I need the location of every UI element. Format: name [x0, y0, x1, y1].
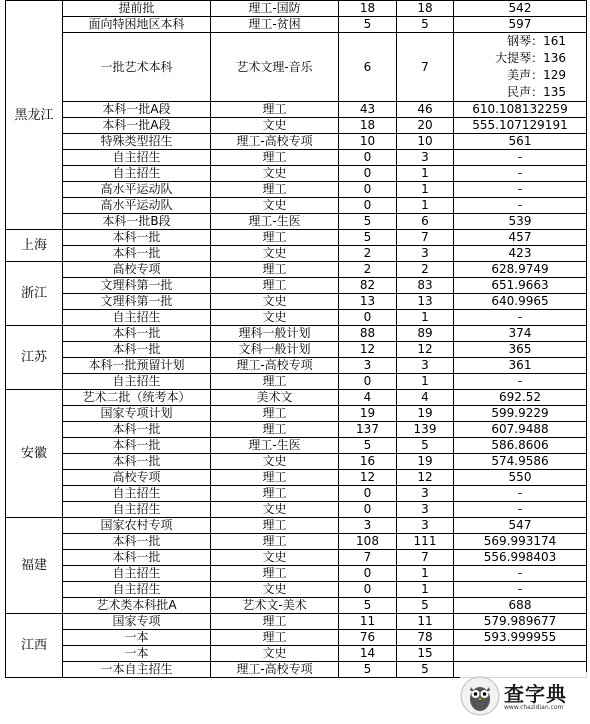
admitted-count-cell: 4 — [397, 390, 454, 406]
subject-cell: 文史 — [211, 118, 339, 134]
batch-cell: 本科一批 — [63, 246, 211, 262]
subject-cell: 文史 — [211, 198, 339, 214]
plan-count-cell: 5 — [339, 214, 397, 230]
admitted-count-cell: 1 — [397, 182, 454, 198]
admitted-count-cell: 6 — [397, 214, 454, 230]
plan-count-cell: 0 — [339, 198, 397, 214]
admitted-count-cell: 7 — [397, 33, 454, 102]
subject-cell: 理工 — [211, 150, 339, 166]
plan-count-cell: 0 — [339, 582, 397, 598]
min-score-cell: 692.52 — [454, 390, 587, 406]
batch-cell: 一本 — [63, 630, 211, 646]
min-score-cell: 561 — [454, 134, 587, 150]
admitted-count-cell: 3 — [397, 358, 454, 374]
plan-count-cell: 0 — [339, 486, 397, 502]
table-row — [6, 17, 587, 33]
min-score-cell: 550 — [454, 470, 587, 486]
batch-cell: 本科一批B段 — [63, 214, 211, 230]
plan-count-cell: 43 — [339, 102, 397, 118]
table-row — [6, 214, 587, 230]
subject-cell: 文史 — [211, 246, 339, 262]
subject-cell: 艺术文-美术 — [211, 598, 339, 614]
admitted-count-cell: 89 — [397, 326, 454, 342]
subject-cell: 理工 — [211, 230, 339, 246]
batch-cell: 自主招生 — [63, 486, 211, 502]
plan-count-cell: 5 — [339, 662, 397, 678]
batch-cell: 艺术类本科批A — [63, 598, 211, 614]
min-score-cell: - — [454, 310, 587, 326]
admitted-count-cell: 19 — [397, 454, 454, 470]
admitted-count-cell: 19 — [397, 406, 454, 422]
table-row — [6, 134, 587, 150]
score-line: 钢琴：161 — [507, 34, 566, 48]
batch-cell: 本科一批A段 — [63, 118, 211, 134]
subject-cell: 艺术文理-音乐 — [211, 33, 339, 102]
min-score-cell: 374 — [454, 326, 587, 342]
watermark-url: www.chazidian.com — [504, 704, 564, 711]
min-score-cell: 610.108132259 — [454, 102, 587, 118]
min-score-cell — [454, 646, 587, 662]
plan-count-cell: 14 — [339, 646, 397, 662]
batch-cell: 自主招生 — [63, 502, 211, 518]
admitted-count-cell: 3 — [397, 246, 454, 262]
table-row — [6, 550, 587, 566]
admitted-count-cell: 7 — [397, 550, 454, 566]
batch-cell: 高水平运动队 — [63, 198, 211, 214]
subject-cell: 理工-生医 — [211, 438, 339, 454]
min-score-cell: - — [454, 582, 587, 598]
min-score-cell: 423 — [454, 246, 587, 262]
admitted-count-cell: 1 — [397, 582, 454, 598]
subject-cell: 理工-生医 — [211, 214, 339, 230]
table-row — [6, 534, 587, 550]
subject-cell: 文科一般计划 — [211, 342, 339, 358]
subject-cell: 理工 — [211, 534, 339, 550]
subject-cell: 理工-高校专项 — [211, 134, 339, 150]
min-score-cell: 542 — [454, 1, 587, 17]
admitted-count-cell: 1 — [397, 310, 454, 326]
subject-cell: 理科一般计划 — [211, 326, 339, 342]
subject-cell: 理工 — [211, 102, 339, 118]
min-score-cell: - — [454, 166, 587, 182]
subject-cell: 文史 — [211, 166, 339, 182]
table-row — [6, 198, 587, 214]
watermark-name: 查字典 — [504, 682, 567, 706]
plan-count-cell: 3 — [339, 518, 397, 534]
score-line: 大提琴：136 — [495, 51, 566, 65]
subject-cell: 理工 — [211, 566, 339, 582]
min-score-cell: 574.9586 — [454, 454, 587, 470]
table-row — [6, 518, 587, 534]
table-row — [6, 502, 587, 518]
plan-count-cell: 0 — [339, 502, 397, 518]
batch-cell: 高校专项 — [63, 262, 211, 278]
table-row — [6, 310, 587, 326]
batch-cell: 艺术二批（统考本） — [63, 390, 211, 406]
admitted-count-cell: 2 — [397, 262, 454, 278]
plan-count-cell: 0 — [339, 566, 397, 582]
table-row — [6, 566, 587, 582]
min-score-cell: 547 — [454, 518, 587, 534]
admitted-count-cell: 12 — [397, 470, 454, 486]
plan-count-cell: 16 — [339, 454, 397, 470]
subject-cell: 文史 — [211, 550, 339, 566]
table-row — [6, 342, 587, 358]
subject-cell: 文史 — [211, 310, 339, 326]
table-row — [6, 262, 587, 278]
admitted-count-cell: 3 — [397, 518, 454, 534]
table-row — [6, 438, 587, 454]
table-row — [6, 614, 587, 630]
batch-cell: 本科一批 — [63, 534, 211, 550]
province-cell: 安徽 — [6, 390, 63, 518]
min-score-cell: 628.9749 — [454, 262, 587, 278]
table-row — [6, 230, 587, 246]
admitted-count-cell: 3 — [397, 486, 454, 502]
plan-count-cell: 5 — [339, 230, 397, 246]
batch-cell: 面向特困地区本科 — [63, 17, 211, 33]
plan-count-cell: 82 — [339, 278, 397, 294]
min-score-cell: 361 — [454, 358, 587, 374]
admitted-count-cell: 11 — [397, 614, 454, 630]
admitted-count-cell: 1 — [397, 166, 454, 182]
batch-cell: 自主招生 — [63, 310, 211, 326]
admitted-count-cell: 12 — [397, 342, 454, 358]
score-line: 美声：129 — [507, 68, 566, 82]
admitted-count-cell: 5 — [397, 598, 454, 614]
province-cell: 浙江 — [6, 262, 63, 326]
batch-cell: 本科一批 — [63, 230, 211, 246]
subject-cell: 理工-贫困 — [211, 17, 339, 33]
min-score-cell: 593.999955 — [454, 630, 587, 646]
admitted-count-cell: 10 — [397, 134, 454, 150]
batch-cell: 文理科第一批 — [63, 278, 211, 294]
admitted-count-cell: 15 — [397, 646, 454, 662]
subject-cell: 理工 — [211, 278, 339, 294]
admitted-count-cell: 5 — [397, 17, 454, 33]
admitted-count-cell: 46 — [397, 102, 454, 118]
admitted-count-cell: 18 — [397, 1, 454, 17]
plan-count-cell: 0 — [339, 150, 397, 166]
min-score-cell: 599.9229 — [454, 406, 587, 422]
owl-logo-icon — [460, 674, 500, 718]
table-row — [6, 582, 587, 598]
plan-count-cell: 5 — [339, 438, 397, 454]
min-score-cell: 586.8606 — [454, 438, 587, 454]
table-row — [6, 166, 587, 182]
subject-cell: 文史 — [211, 294, 339, 310]
admitted-count-cell: 1 — [397, 198, 454, 214]
batch-cell: 自主招生 — [63, 582, 211, 598]
min-score-cell: 597 — [454, 17, 587, 33]
plan-count-cell: 11 — [339, 614, 397, 630]
table-row — [6, 470, 587, 486]
table-row — [6, 33, 587, 102]
table-row — [6, 406, 587, 422]
plan-count-cell: 12 — [339, 342, 397, 358]
min-score-cell: 556.998403 — [454, 550, 587, 566]
admitted-count-cell: 78 — [397, 630, 454, 646]
subject-cell: 理工 — [211, 630, 339, 646]
plan-count-cell: 0 — [339, 182, 397, 198]
table-row — [6, 294, 587, 310]
table-row — [6, 150, 587, 166]
table-row — [6, 118, 587, 134]
admitted-count-cell: 5 — [397, 662, 454, 678]
plan-count-cell: 0 — [339, 310, 397, 326]
subject-cell: 理工 — [211, 518, 339, 534]
batch-cell: 本科一批预留计划 — [63, 358, 211, 374]
subject-cell: 理工-高校专项 — [211, 358, 339, 374]
table-row — [6, 454, 587, 470]
min-score-cell: 457 — [454, 230, 587, 246]
table-row — [6, 102, 587, 118]
batch-cell: 本科一批 — [63, 326, 211, 342]
subject-cell: 理工 — [211, 422, 339, 438]
plan-count-cell: 5 — [339, 17, 397, 33]
batch-cell: 一批艺术本科 — [63, 33, 211, 102]
min-score-cell — [454, 33, 587, 102]
plan-count-cell: 19 — [339, 406, 397, 422]
province-cell: 江西 — [6, 614, 63, 678]
plan-count-cell: 13 — [339, 294, 397, 310]
plan-count-cell: 108 — [339, 534, 397, 550]
batch-cell: 高水平运动队 — [63, 182, 211, 198]
batch-cell: 自主招生 — [63, 150, 211, 166]
subject-cell: 理工 — [211, 486, 339, 502]
province-cell: 黑龙江 — [6, 1, 63, 230]
admitted-count-cell: 1 — [397, 374, 454, 390]
table-row — [6, 646, 587, 662]
batch-cell: 本科一批 — [63, 454, 211, 470]
table-row — [6, 422, 587, 438]
table-row — [6, 246, 587, 262]
batch-cell: 一本自主招生 — [63, 662, 211, 678]
subject-cell: 理工 — [211, 262, 339, 278]
admitted-count-cell: 20 — [397, 118, 454, 134]
subject-cell: 理工 — [211, 614, 339, 630]
table-row — [6, 278, 587, 294]
batch-cell: 提前批 — [63, 1, 211, 17]
plan-count-cell: 4 — [339, 390, 397, 406]
subject-cell: 理工 — [211, 470, 339, 486]
batch-cell: 本科一批 — [63, 342, 211, 358]
batch-cell: 国家专项 — [63, 614, 211, 630]
plan-count-cell: 2 — [339, 246, 397, 262]
score-line: 民声：135 — [507, 85, 566, 99]
batch-cell: 本科一批 — [63, 550, 211, 566]
plan-count-cell: 10 — [339, 134, 397, 150]
admitted-count-cell: 7 — [397, 230, 454, 246]
batch-cell: 自主招生 — [63, 374, 211, 390]
batch-cell: 本科一批A段 — [63, 102, 211, 118]
min-score-cell: - — [454, 502, 587, 518]
table-row — [6, 374, 587, 390]
batch-cell: 本科一批 — [63, 422, 211, 438]
admitted-count-cell: 13 — [397, 294, 454, 310]
subject-cell: 文史 — [211, 502, 339, 518]
table-row — [6, 598, 587, 614]
admitted-count-cell: 5 — [397, 438, 454, 454]
min-score-cell: - — [454, 486, 587, 502]
plan-count-cell: 2 — [339, 262, 397, 278]
table-row — [6, 358, 587, 374]
batch-cell: 特殊类型招生 — [63, 134, 211, 150]
min-score-cell: 579.989677 — [454, 614, 587, 630]
batch-cell: 文理科第一批 — [63, 294, 211, 310]
admitted-count-cell: 1 — [397, 566, 454, 582]
subject-cell: 文史 — [211, 582, 339, 598]
plan-count-cell: 88 — [339, 326, 397, 342]
table-row — [6, 630, 587, 646]
batch-cell: 一本 — [63, 646, 211, 662]
plan-count-cell: 0 — [339, 166, 397, 182]
min-score-cell: 569.993174 — [454, 534, 587, 550]
admitted-count-cell: 139 — [397, 422, 454, 438]
batch-cell: 高校专项 — [63, 470, 211, 486]
province-cell: 江苏 — [6, 326, 63, 390]
subject-cell: 理工 — [211, 374, 339, 390]
plan-count-cell: 18 — [339, 118, 397, 134]
admission-table-body — [6, 1, 587, 678]
admitted-count-cell: 3 — [397, 502, 454, 518]
table-row — [6, 486, 587, 502]
subject-cell: 理工 — [211, 182, 339, 198]
table-row — [6, 182, 587, 198]
subject-cell: 理工-高校专项 — [211, 662, 339, 678]
plan-count-cell: 0 — [339, 374, 397, 390]
admission-table — [5, 0, 587, 678]
admitted-count-cell: 83 — [397, 278, 454, 294]
min-score-cell: 365 — [454, 342, 587, 358]
subject-cell: 文史 — [211, 646, 339, 662]
min-score-cell: 539 — [454, 214, 587, 230]
plan-count-cell: 12 — [339, 470, 397, 486]
table-row — [6, 326, 587, 342]
plan-count-cell: 6 — [339, 33, 397, 102]
min-score-cell: 688 — [454, 598, 587, 614]
subject-cell: 理工-国防 — [211, 1, 339, 17]
batch-cell: 国家专项计划 — [63, 406, 211, 422]
table-row — [6, 390, 587, 406]
batch-cell: 本科一批 — [63, 438, 211, 454]
province-cell: 上海 — [6, 230, 63, 262]
plan-count-cell: 3 — [339, 358, 397, 374]
min-score-cell: 640.9965 — [454, 294, 587, 310]
subject-cell: 美术文 — [211, 390, 339, 406]
min-score-cell: - — [454, 198, 587, 214]
min-score-cell: 651.9663 — [454, 278, 587, 294]
min-score-cell: 555.107129191 — [454, 118, 587, 134]
subject-cell: 理工 — [211, 406, 339, 422]
plan-count-cell: 7 — [339, 550, 397, 566]
min-score-cell: 607.9488 — [454, 422, 587, 438]
plan-count-cell: 5 — [339, 598, 397, 614]
admitted-count-cell: 111 — [397, 534, 454, 550]
plan-count-cell: 76 — [339, 630, 397, 646]
admitted-count-cell: 3 — [397, 150, 454, 166]
min-score-cell: - — [454, 182, 587, 198]
min-score-cell: - — [454, 566, 587, 582]
plan-count-cell: 137 — [339, 422, 397, 438]
table-row — [6, 1, 587, 17]
batch-cell: 自主招生 — [63, 166, 211, 182]
batch-cell: 自主招生 — [63, 566, 211, 582]
province-cell: 福建 — [6, 518, 63, 614]
min-score-cell: - — [454, 374, 587, 390]
min-score-cell: - — [454, 150, 587, 166]
chazidian-watermark — [460, 672, 588, 722]
batch-cell: 国家农村专项 — [63, 518, 211, 534]
subject-cell: 文史 — [211, 454, 339, 470]
plan-count-cell: 18 — [339, 1, 397, 17]
